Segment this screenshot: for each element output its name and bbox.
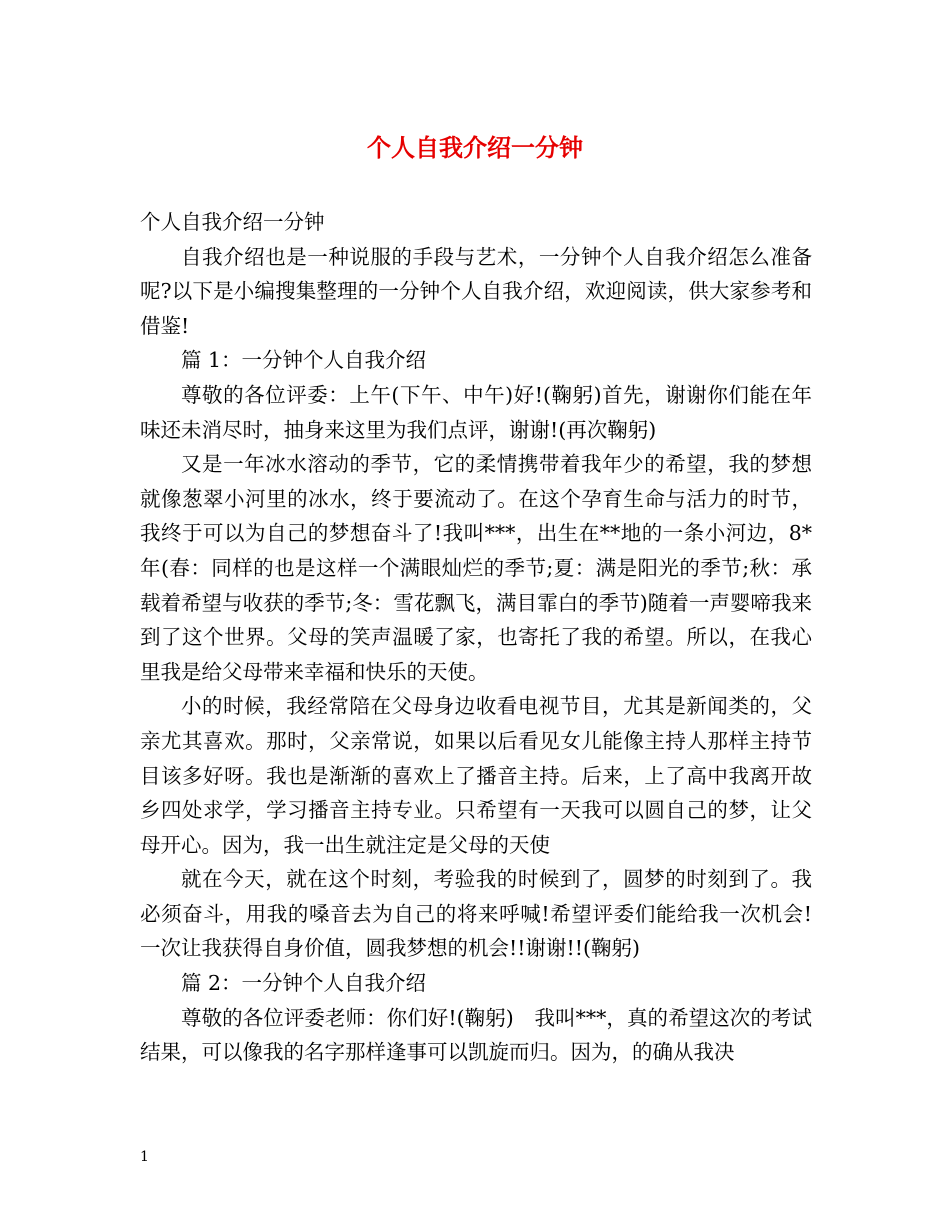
paragraph: 尊敬的各位评委：上午(下午、中午)好!(鞠躬)首先，谢谢你们能在年味还未消尽时，抽身来这里为我们点评，谢谢!(再次鞠躬) bbox=[140, 382, 812, 442]
paragraph: 尊敬的各位评委老师：你们好!(鞠躬) 我叫***，真的希望这次的考试结果，可以像我的名字那样逢事可以凯旋而归。因为，的确从我决 bbox=[140, 1005, 812, 1065]
paragraph-heading: 个人自我介绍一分钟 bbox=[140, 210, 325, 234]
section-heading-2: 篇 2：一分钟个人自我介绍 bbox=[181, 971, 427, 996]
page-number: 1 bbox=[140, 1149, 149, 1165]
paragraph: 又是一年冰水溶动的季节，它的柔情携带着我年少的希望，我的梦想就像葱翠小河里的冰水，终于要流动了。在这个孕育生命与活力的时节，我终于可以为自己的梦想奋斗了!我叫***，出生在**地的一条小河边，8*年(春：同样的也是这样一个满眼灿烂的季节;夏：满是阳光的季节;秋：承载着希望与收获的季节;冬：雪花飘飞，满目霏白的季节)随着一声婴啼我来到了这个世界。父母的笑声温暖了家，也寄托了我的希望。所以，在我心里我是给父母带来幸福和快乐的天使。 bbox=[140, 452, 812, 684]
document-title: 个人自我介绍一分钟 bbox=[367, 133, 583, 162]
section-heading-1: 篇 1：一分钟个人自我介绍 bbox=[181, 348, 427, 373]
paragraph: 小的时候，我经常陪在父母身边收看电视节目，尤其是新闻类的，父亲尤其喜欢。那时，父亲常说，如果以后看见女儿能像主持人那样主持节目该多好呀。我也是渐渐的喜欢上了播音主持。后来，上了高中我离开故乡四处求学，学习播音主持专业。只希望有一天我可以圆自己的梦，让父母开心。因为，我一出生就注定是父母的天使 bbox=[140, 694, 812, 857]
paragraph-intro: 自我介绍也是一种说服的手段与艺术，一分钟个人自我介绍怎么准备呢?以下是小编搜集整理的一分钟个人自我介绍，欢迎阅读，供大家参考和借鉴! bbox=[140, 244, 812, 338]
document-body bbox=[140, 205, 812, 1070]
paragraph: 就在今天，就在这个时刻，考验我的时候到了，圆梦的时刻到了。我必须奋斗，用我的嗓音去为自己的将来呼喊!希望评委们能给我一次机会!一次让我获得自身价值，圆我梦想的机会!!谢谢!!(鞠躬) bbox=[140, 867, 812, 961]
